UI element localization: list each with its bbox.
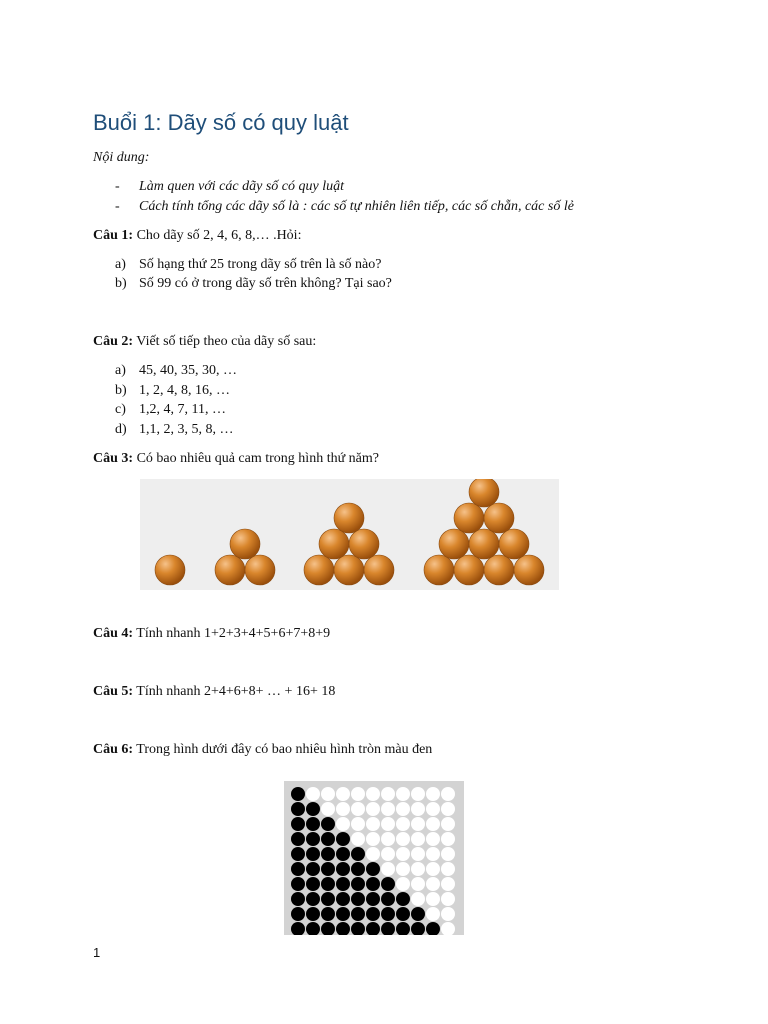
white-circle [441, 817, 455, 831]
white-circle [411, 802, 425, 816]
white-circle [396, 862, 410, 876]
item-marker: a) [115, 257, 126, 272]
white-circle [411, 862, 425, 876]
orange-ball [514, 555, 544, 585]
black-circle [351, 922, 365, 935]
black-circle [291, 787, 305, 801]
black-circle [321, 847, 335, 861]
orange-ball [484, 503, 514, 533]
black-circle [411, 907, 425, 921]
item-text: 1, 2, 4, 8, 16, … [139, 383, 230, 398]
white-circle [441, 907, 455, 921]
item-marker: d) [115, 422, 127, 437]
orange-ball [454, 503, 484, 533]
black-circle [291, 922, 305, 935]
white-circle [351, 817, 365, 831]
orange-ball [245, 555, 275, 585]
black-circle [291, 802, 305, 816]
white-circle [366, 832, 380, 846]
black-circle [336, 847, 350, 861]
orange-ball [334, 555, 364, 585]
question-2 [93, 334, 316, 350]
white-circle [411, 877, 425, 891]
question-4 [93, 626, 330, 642]
item-text: 45, 40, 35, 30, … [139, 363, 237, 378]
white-circle [381, 817, 395, 831]
orange-ball [424, 555, 454, 585]
black-circle [291, 877, 305, 891]
orange-pyramids-svg [140, 479, 559, 590]
item-text: 1,2, 4, 7, 11, … [139, 402, 226, 417]
question-label: Câu 3: [93, 451, 134, 466]
question-1 [93, 228, 301, 244]
white-circle [426, 877, 440, 891]
page-number: 1 [93, 945, 101, 960]
list-item [115, 257, 381, 273]
black-circle [381, 922, 395, 935]
white-circle [336, 817, 350, 831]
black-circle [321, 907, 335, 921]
orange-ball [439, 529, 469, 559]
black-circle [291, 817, 305, 831]
list-item [115, 402, 226, 418]
white-circle [396, 847, 410, 861]
black-circle [351, 877, 365, 891]
list-item [115, 363, 237, 379]
white-circle [381, 802, 395, 816]
white-circle [411, 832, 425, 846]
black-circle [351, 892, 365, 906]
black-circle [291, 832, 305, 846]
orange-ball [230, 529, 260, 559]
orange-ball [319, 529, 349, 559]
black-circle [366, 892, 380, 906]
question-text: Tính nhanh 2+4+6+8+ … + 16+ 18 [133, 684, 336, 699]
white-circle [336, 802, 350, 816]
black-circle [381, 907, 395, 921]
black-circle [306, 847, 320, 861]
white-circle [441, 862, 455, 876]
orange-pyramid [155, 555, 185, 585]
white-circle [426, 892, 440, 906]
black-circle [321, 832, 335, 846]
orange-ball [349, 529, 379, 559]
orange-ball [469, 529, 499, 559]
white-circle [441, 922, 455, 935]
black-circle [321, 817, 335, 831]
question-text: Có bao nhiêu quả cam trong hình thứ năm? [133, 451, 379, 466]
question-label: Câu 1: [93, 228, 134, 243]
orange-ball [215, 555, 245, 585]
orange-pyramid [215, 529, 275, 585]
question-label: Câu 2: [93, 334, 134, 349]
white-circle [411, 817, 425, 831]
white-circle [441, 787, 455, 801]
black-circle [321, 862, 335, 876]
orange-pyramid [424, 479, 544, 585]
white-circle [306, 787, 320, 801]
black-circle [336, 832, 350, 846]
white-circle [396, 832, 410, 846]
list-item [115, 383, 230, 399]
white-circle [366, 802, 380, 816]
item-text: 1,1, 2, 3, 5, 8, … [139, 422, 234, 437]
white-circle [426, 802, 440, 816]
black-circle [291, 892, 305, 906]
white-circle [381, 847, 395, 861]
circle-grid-figure [284, 781, 464, 935]
orange-ball [499, 529, 529, 559]
black-circle [306, 907, 320, 921]
question-text: Tính nhanh 1+2+3+4+5+6+7+8+9 [133, 626, 331, 641]
black-circle [381, 892, 395, 906]
white-circle [336, 787, 350, 801]
white-circle [321, 787, 335, 801]
black-circle [366, 862, 380, 876]
white-circle [441, 892, 455, 906]
white-circle [441, 832, 455, 846]
black-circle [351, 907, 365, 921]
black-circle [306, 832, 320, 846]
white-circle [366, 787, 380, 801]
white-circle [426, 832, 440, 846]
question-label: Câu 4: [93, 626, 134, 641]
black-circle [351, 847, 365, 861]
white-circle [381, 862, 395, 876]
content-item [115, 179, 344, 195]
black-circle [336, 907, 350, 921]
black-circle [396, 892, 410, 906]
black-circle [291, 847, 305, 861]
white-circle [426, 787, 440, 801]
white-circle [366, 847, 380, 861]
dash-bullet: - [115, 179, 120, 194]
question-label: Câu 6: [93, 742, 134, 757]
white-circle [396, 877, 410, 891]
question-text: Trong hình dưới đây có bao nhiêu hình tròn màu đen [133, 742, 433, 757]
content-label: Nội dung: [93, 150, 150, 165]
black-circle [306, 802, 320, 816]
black-circle [306, 862, 320, 876]
white-circle [396, 817, 410, 831]
black-circle [336, 892, 350, 906]
item-marker: c) [115, 402, 126, 417]
orange-ball [304, 555, 334, 585]
item-text: Số hạng thứ 25 trong dãy số trên là số nào? [139, 257, 382, 272]
black-circle [366, 907, 380, 921]
list-item [115, 276, 392, 292]
black-circle [336, 922, 350, 935]
question-5 [93, 684, 335, 700]
black-circle [396, 922, 410, 935]
black-circle [336, 862, 350, 876]
orange-ball [454, 555, 484, 585]
list-item [115, 422, 234, 438]
item-marker: b) [115, 383, 127, 398]
orange-pyramid [304, 503, 394, 585]
black-circle [306, 877, 320, 891]
orange-ball [484, 555, 514, 585]
item-marker: a) [115, 363, 126, 378]
item-text: Số 99 có ở trong dãy số trên không? Tại sao? [139, 276, 392, 291]
white-circle [426, 817, 440, 831]
black-circle [426, 922, 440, 935]
white-circle [396, 802, 410, 816]
white-circle [441, 877, 455, 891]
orange-ball [334, 503, 364, 533]
content-item-text: Làm quen với các dãy số có quy luật [139, 179, 344, 194]
orange-pyramids-figure [140, 479, 559, 590]
white-circle [351, 832, 365, 846]
black-circle [321, 892, 335, 906]
white-circle [441, 847, 455, 861]
white-circle [321, 802, 335, 816]
question-text: Cho dãy số 2, 4, 6, 8,… .Hỏi: [133, 228, 302, 243]
black-circle [366, 877, 380, 891]
question-text: Viết số tiếp theo của dãy số sau: [133, 334, 317, 349]
black-circle [306, 892, 320, 906]
black-circle [396, 907, 410, 921]
white-circle [426, 907, 440, 921]
black-circle [291, 862, 305, 876]
white-circle [381, 787, 395, 801]
black-circle [321, 877, 335, 891]
orange-ball [155, 555, 185, 585]
black-circle [291, 907, 305, 921]
black-circle [336, 877, 350, 891]
white-circle [426, 862, 440, 876]
white-circle [411, 847, 425, 861]
white-circle [396, 787, 410, 801]
white-circle [381, 832, 395, 846]
white-circle [411, 892, 425, 906]
black-circle [351, 862, 365, 876]
orange-ball [469, 479, 499, 507]
white-circle [426, 847, 440, 861]
dash-bullet: - [115, 199, 120, 214]
page-title: Buổi 1: Dãy số có quy luật [93, 110, 349, 135]
content-item [115, 199, 574, 215]
question-3 [93, 451, 379, 467]
black-circle [381, 877, 395, 891]
white-circle [411, 787, 425, 801]
black-circle [306, 922, 320, 935]
black-circle [411, 922, 425, 935]
item-marker: b) [115, 276, 127, 291]
white-circle [366, 817, 380, 831]
white-circle [441, 802, 455, 816]
black-circle [306, 817, 320, 831]
white-circle [351, 787, 365, 801]
question-label: Câu 5: [93, 684, 134, 699]
white-circle [351, 802, 365, 816]
orange-ball [364, 555, 394, 585]
black-circle [366, 922, 380, 935]
circle-grid-svg [284, 781, 464, 935]
black-circle [321, 922, 335, 935]
content-item-text: Cách tính tổng các dãy số là : các số tự nhiên liên tiếp, các số chẵn, các số lẻ [139, 199, 574, 214]
question-6 [93, 742, 432, 758]
